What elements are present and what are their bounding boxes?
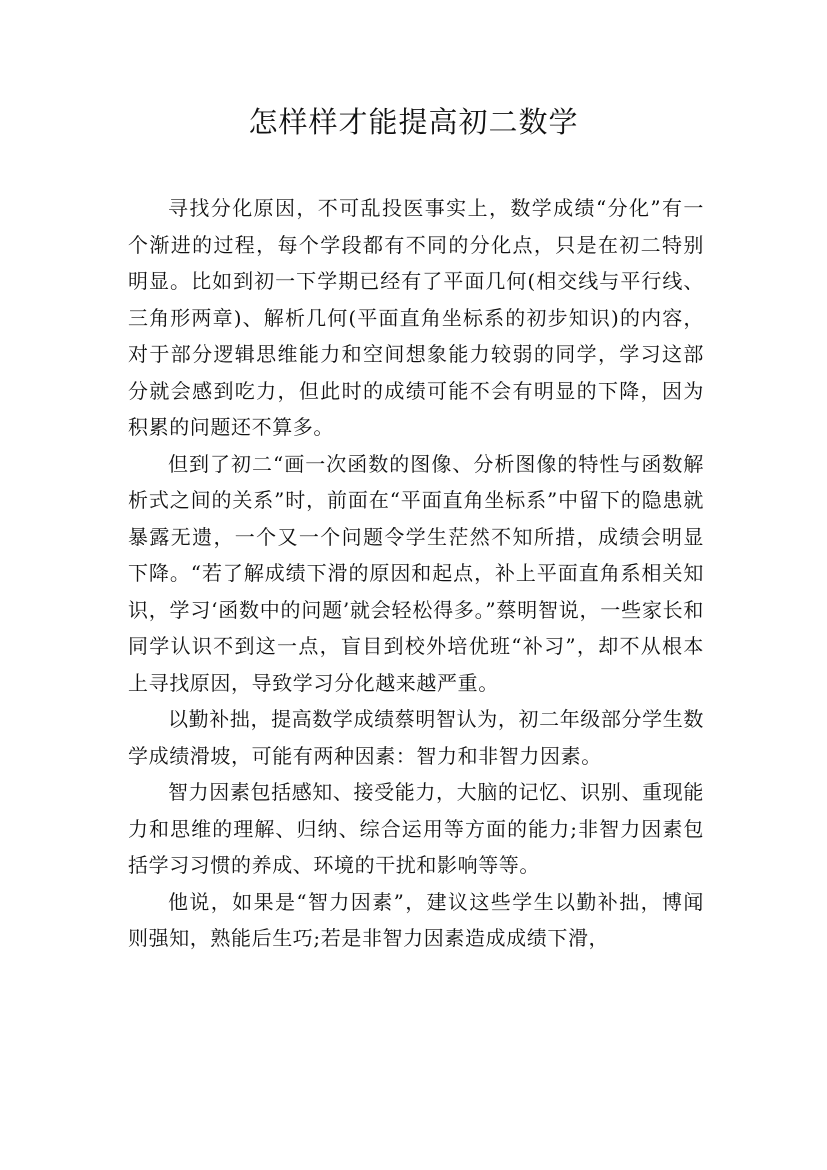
paragraph: 但到了初二“画一次函数的图像、分析图像的特性与函数解析式之间的关系”时，前面在“平面直角坐标系”中留下的隐患就暴露无遗，一个又一个问题令学生茫然不知所措，成绩会明显下降。“若了解成绩下滑的原因和起点，补上平面直角系相关知识，学习‘函数中的问题’就会轻松得多。”蔡明智说，一些家长和同学认识不到这一点，盲目到校外培优班“补习”，却不从根本上寻找原因，导致学习分化越来越严重。 <box>128 451 704 695</box>
paragraph: 以勤补拙，提高数学成绩蔡明智认为，初二年级部分学生数学成绩滑坡，可能有两种因素：智力和非智力因素。 <box>128 707 704 768</box>
paragraph: 寻找分化原因，不可乱投医事实上，数学成绩“分化”有一个渐进的过程，每个学段都有不同的分化点，只是在初二特别明显。比如到初一下学期已经有了平面几何(相交线与平行线、三角形两章)、解析几何(平面直角坐标系的初步知识)的内容，对于部分逻辑思维能力和空间想象能力较弱的同学，学习这部分就会感到吃力，但此时的成绩可能不会有明显的下降，因为积累的问题还不算多。 <box>128 196 704 439</box>
document-body <box>128 190 704 957</box>
paragraph: 他说，如果是“智力因素”，建议这些学生以勤补拙，博闻则强知，熟能后生巧;若是非智力因素造成成绩下滑， <box>128 889 704 950</box>
paragraph: 智力因素包括感知、接受能力，大脑的记忆、识别、重现能力和思维的理解、归纳、综合运用等方面的能力;非智力因素包括学习习惯的养成、环境的干扰和影响等等。 <box>128 780 704 877</box>
document-title: 怎样样才能提高初二数学 <box>248 105 579 139</box>
